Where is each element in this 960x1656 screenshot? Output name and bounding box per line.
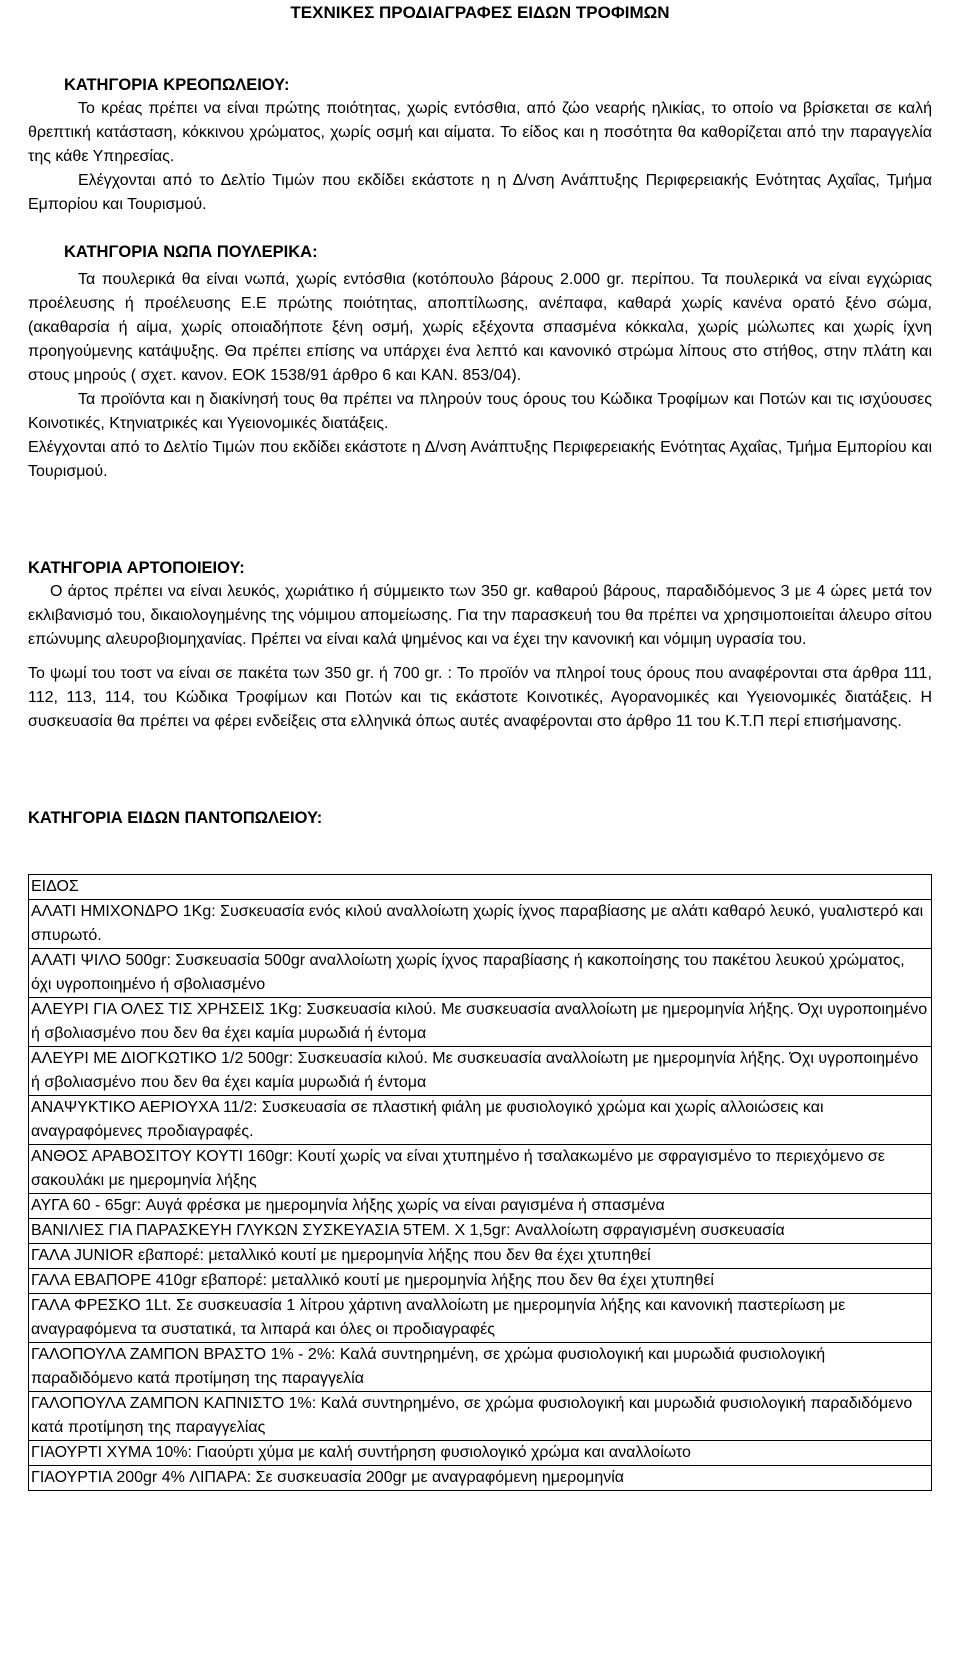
table-row — [29, 1096, 932, 1145]
poultry-paragraph-1: Τα πουλερικά θα είναι νωπά, χωρίς εντόσθια (κοτόπουλο βάρους 2.000 gr. περίπου. Τα πουλερικά να είναι εγχώριας προέλευσης ή προέλευσης Ε.Ε πρώτης ποιότητας, αποπτίλωσης, ανέπαφα, καθαρά χωρίς κανένα ορατό ξένο σώμα, (ακαθαρσία ή αίμα, χωρίς οποιαδήποτε ξένη οσμή, χωρίς εξέχοντα σπασμένα κόκκαλα, χωρίς μώλωπες και χωρίς ίχνη προηγούμενης κατάψυξης. Θα πρέπει επίσης να υπάρχει ένα λεπτό και κανονικό στρώμα λίπους στο στήθος, στην πλάτη και στους μηρούς ( σχετ. κανον. ΕΟΚ 1538/91 άρθρο 6 και ΚΑΝ. 853/04). — [28, 271, 932, 384]
item-cell: ΑΝΘΟΣ ΑΡΑΒΟΣΙΤΟΥ ΚΟΥΤΙ 160gr: Κουτί χωρίς να είναι χτυπημένο ή τσαλακωμένο με σφραγισμένο το περιεχόμενο σε σακουλάκι με ημερομηνία λήξης — [29, 1145, 932, 1194]
grocery-items-table — [28, 874, 932, 1491]
poultry-heading: ΚΑΤΗΓΟΡΙΑ ΝΩΠΑ ΠΟΥΛΕΡΙΚΑ: — [64, 243, 318, 261]
table-row — [29, 900, 932, 949]
meat-paragraph-2: Ελέγχονται από το Δελτίο Τιμών που εκδίδει εκάστοτε η η Δ/νση Ανάπτυξης Περιφερειακής Ενότητας Αχαΐας, Τμήμα Εμπορίου και Τουρισμού. — [28, 172, 932, 213]
table-row — [29, 1194, 932, 1219]
table-row — [29, 1047, 932, 1096]
poultry-paragraph-3: Ελέγχονται από το Δελτίο Τιμών που εκδίδει εκάστοτε η Δ/νση Ανάπτυξης Περιφερειακής Ενότητας Αχαΐας, Τμήμα Εμπορίου και Τουρισμού. — [28, 439, 932, 480]
item-cell: ΑΥΓΑ 60 - 65gr: Αυγά φρέσκα με ημερομηνία λήξης χωρίς να είναι ραγισμένα ή σπασμένα — [29, 1194, 932, 1219]
table-row — [29, 1343, 932, 1392]
item-cell: ΓΑΛΑ ΕΒΑΠΟΡΕ 410gr εβαπορέ: μεταλλικό κουτί με ημερομηνία λήξης που δεν θα έχει χτυπηθεί — [29, 1269, 932, 1294]
bakery-heading: ΚΑΤΗΓΟΡΙΑ ΑΡΤΟΠΟΙΕΙΟΥ: — [28, 559, 245, 577]
meat-paragraph-1: Το κρέας πρέπει να είναι πρώτης ποιότητας, χωρίς εντόσθια, από ζώο νεαρής ηλικίας, το οποίο να βρίσκεται σε καλή θρεπτική κατάσταση, κόκκινου χρώματος, χωρίς οσμή και αίματα. Το είδος και η ποσότητα θα καθορίζεται από την παραγγελία της κάθε Υπηρεσίας. — [28, 100, 932, 165]
item-cell: ΓΙΑΟΥΡΤΙ ΧΥΜΑ 10%: Γιαούρτι χύμα με καλή συντήρηση φυσιολογικό χρώμα και αναλλοίωτο — [29, 1441, 932, 1466]
table-row — [29, 1244, 932, 1269]
bakery-paragraph-2: Το ψωμί του τοστ να είναι σε πακέτα των 350 gr. ή 700 gr. : Το προϊόν να πληροί τους όρους που αναφέρονται στα άρθρα 111, 112, 113, 114, του Κώδικα Τροφίμων και Ποτών και τις εκάστοτε Κοινοτικές, Αγορανομικές και Υγειονομικές διατάξεις. Η συσκευασία θα πρέπει να φέρει ενδείξεις στα ελληνικά όπως αυτές αναφέρονται στο άρθρο 11 του Κ.Τ.Π περί επισήμανσης. — [28, 665, 932, 730]
table-header-row — [29, 875, 932, 900]
table-row — [29, 949, 932, 998]
poultry-section — [28, 240, 932, 484]
item-cell: ΑΛΕΥΡΙ ΓΙΑ ΟΛΕΣ ΤΙΣ ΧΡΗΣΕΙΣ 1Kg: Συσκευασία κιλού. Με συσκευασία αναλλοίωτη με ημερομηνία λήξης. Όχι υγροποιημένο ή σβολιασμένο που δεν θα έχει καμία μυρωδιά ή έντομα — [29, 998, 932, 1047]
item-cell: ΑΛΑΤΙ ΨΙΛΟ 500gr: Συσκευασία 500gr αναλλοίωτη χωρίς ίχνος παραβίασης ή κακοποίησης του πακέτου λευκού χρώματος, όχι υγροποιημένο ή σβολιασμένο — [29, 949, 932, 998]
table-row — [29, 1392, 932, 1441]
table-row — [29, 1219, 932, 1244]
table-row — [29, 1466, 932, 1491]
item-cell: ΑΛΑΤΙ ΗΜΙΧΟΝΔΡΟ 1Kg: Συσκευασία ενός κιλού αναλλοίωτη χωρίς ίχνος παραβίασης με αλάτι καθαρό λευκό, γυαλιστερό και σπυρωτό. — [29, 900, 932, 949]
meat-section — [28, 73, 932, 217]
item-cell: ΒΑΝΙΛΙΕΣ ΓΙΑ ΠΑΡΑΣΚΕΥΗ ΓΛΥΚΩΝ ΣΥΣΚΕΥΑΣΙΑ 5ΤΕΜ. Χ 1,5gr: Αναλλοίωτη σφραγισμένη συσκευασία — [29, 1219, 932, 1244]
item-column-header: ΕΙΔΟΣ — [29, 875, 932, 900]
item-cell: ΓΑΛΑ ΦΡΕΣΚΟ 1Lt. Σε συσκευασία 1 λίτρου χάρτινη αναλλοίωτη με ημερομηνία λήξης και κανονική παστερίωση με αναγραφόμενα τα συστατικά, τα λιπαρά και όλες οι προδιαγραφές — [29, 1294, 932, 1343]
item-cell: ΓΑΛΑ JUNIOR εβαπορέ: μεταλλικό κουτί με ημερομηνία λήξης που δεν θα έχει χτυπηθεί — [29, 1244, 932, 1269]
grocery-heading: ΚΑΤΗΓΟΡΙΑ ΕΙΔΩΝ ΠΑΝΤΟΠΩΛΕΙΟΥ: — [28, 809, 323, 827]
item-cell: ΑΝΑΨΥΚΤΙΚΟ ΑΕΡΙΟΥΧΑ 11/2: Συσκευασία σε πλαστική φιάλη με φυσιολογικό χρώμα και χωρίς αλλοιώσεις και αναγραφόμενες προδιαγραφές. — [29, 1096, 932, 1145]
document-title: ΤΕΧΝΙΚΕΣ ΠΡΟΔΙΑΓΡΑΦΕΣ ΕΙΔΩΝ ΤΡΟΦΙΜΩΝ — [290, 3, 670, 22]
item-cell: ΓΑΛΟΠΟΥΛΑ ΖΑΜΠΟΝ ΒΡΑΣΤΟ 1% - 2%: Καλά συντηρημένη, σε χρώμα φυσιολογική και μυρωδιά φυσιολογική παραδιδόμενο κατά προτίμηση της παραγγελία — [29, 1343, 932, 1392]
table-row — [29, 1441, 932, 1466]
meat-heading: ΚΑΤΗΓΟΡΙΑ ΚΡΕΟΠΩΛΕΙΟΥ: — [64, 76, 290, 94]
poultry-paragraph-2: Τα προϊόντα και η διακίνησή τους θα πρέπει να πληρούν τους όρους του Κώδικα Τροφίμων και Ποτών και τις ισχύουσες Κοινοτικές, Κτηνιατρικές και Υγειονομικές διατάξεις. — [28, 391, 932, 432]
table-row — [29, 1145, 932, 1194]
table-row — [29, 998, 932, 1047]
table-row — [29, 1294, 932, 1343]
item-cell: ΓΙΑΟΥΡΤΙΑ 200gr 4% ΛΙΠΑΡΑ: Σε συσκευασία 200gr με αναγραφόμενη ημερομηνία — [29, 1466, 932, 1491]
bakery-section — [28, 556, 932, 734]
table-row — [29, 1269, 932, 1294]
bakery-paragraph-1: Ο άρτος πρέπει να είναι λευκός, χωριάτικο ή σύμμεικτο των 350 gr. καθαρού βάρους, παραδιδόμενος 3 με 4 ώρες μετά τον εκλιβανισμό του, δικαιολογημένης της νόμιμου απομείωσης. Για την παρασκευή του θα πρέπει να χρησιμοποιείται άλευρο σίτου επώνυμης αλευροβιομηχανίας. Πρέπει να είναι καλά ψημένος και να έχει την κανονική και νόμιμη υγρασία του. — [28, 583, 932, 648]
item-cell: ΑΛΕΥΡΙ ΜΕ ΔΙΟΓΚΩΤΙΚΟ 1/2 500gr: Συσκευασία κιλού. Με συσκευασία αναλλοίωτη με ημερομηνία λήξης. Όχι υγροποιημένο ή σβολιασμένο που δεν θα έχει καμία μυρωδιά ή έντομα — [29, 1047, 932, 1096]
item-cell: ΓΑΛΟΠΟΥΛΑ ΖΑΜΠΟΝ ΚΑΠΝΙΣΤΟ 1%: Καλά συντηρημένο, σε χρώμα φυσιολογική και μυρωδιά φυσιολογική παραδιδόμενο κατά προτίμηση της παραγγελίας — [29, 1392, 932, 1441]
